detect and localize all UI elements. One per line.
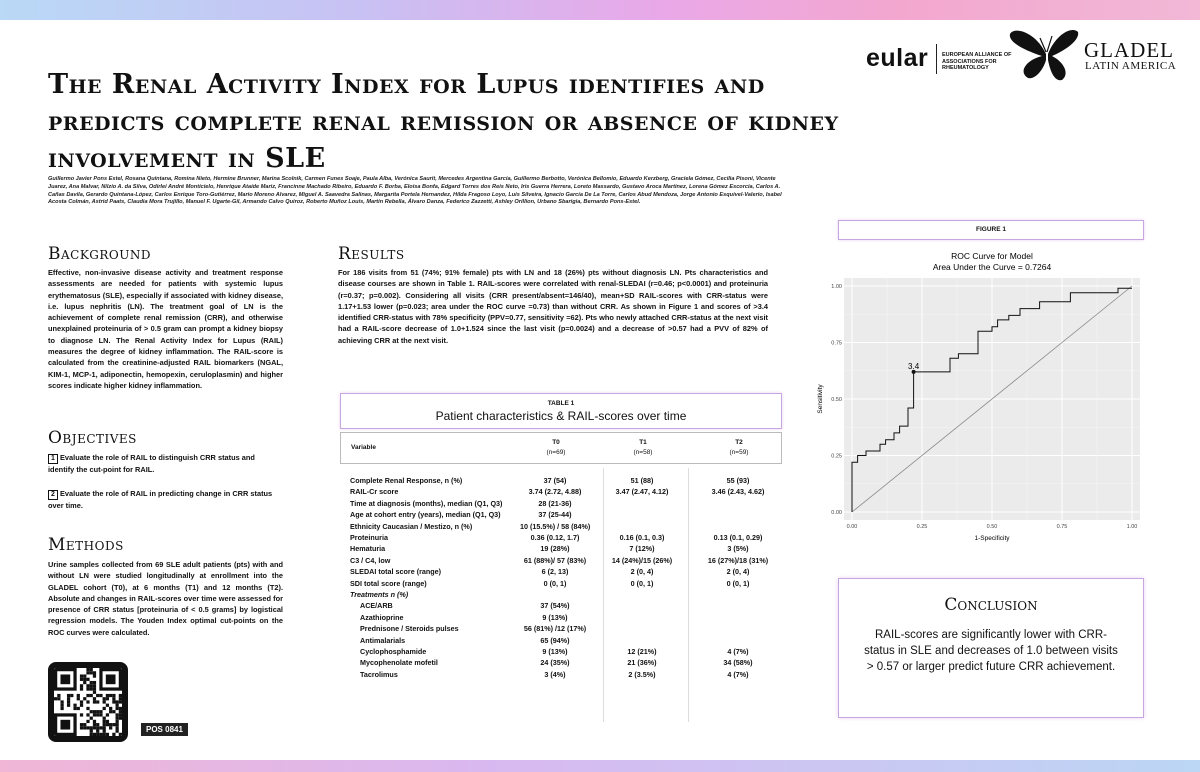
poster-title: The Renal Activity Index for Lupus identifies and predicts complete renal remission or absence of kidney involvement in SLE [48, 69, 839, 174]
cell-t0: 37 (54) [543, 476, 567, 485]
cell-t0: 9 (13%) [542, 647, 568, 656]
table-row [340, 476, 780, 487]
table-row [340, 579, 780, 590]
table-title: Patient characteristics & RAIL-scores over time [435, 409, 687, 423]
objective-text: Evaluate the role of RAIL to distinguish CRR status and identify the cut-point for RAIL. [48, 453, 255, 474]
cell-t2: 3 (5%) [727, 544, 749, 554]
cut-point-label: 3.4 [908, 361, 920, 371]
table-row [340, 658, 780, 669]
objectives-heading: Objectives [48, 428, 137, 448]
x-tick-label: 0.75 [1056, 524, 1068, 530]
cell-t2: 4 (7%) [727, 669, 749, 679]
butterfly-icon [1006, 24, 1086, 86]
row-label: SLEDAI total score (range) [350, 567, 442, 577]
row-label: Treatments n (%) [350, 590, 409, 599]
y-tick-label: 0.00 [831, 510, 842, 516]
cell-t2: 4 (7%) [727, 647, 749, 656]
x-tick-label: 0.50 [986, 524, 998, 530]
cell-t0: 0 (0, 1) [543, 578, 567, 588]
row-label: ACE/ARB [360, 601, 393, 611]
cell-t1: 3.47 (2.47, 4.12) [615, 487, 669, 497]
cell-t1: 12 (21%) [627, 647, 657, 656]
eular-subtitle: EUROPEAN ALLIANCE OF ASSOCIATIONS FOR RHEUMATOLOGY [942, 52, 1012, 71]
cell-t0: 0.36 (0.12, 1.7) [530, 533, 580, 542]
table-row [340, 636, 780, 647]
x-tick-label: 0.00 [846, 524, 858, 530]
cell-t0: 28 (21-36) [538, 498, 572, 508]
column-header-variable: Variable [351, 444, 376, 451]
column-header-t0: T0 [552, 439, 560, 446]
table-row [340, 647, 780, 658]
row-label: Antimalarials [360, 635, 406, 645]
eular-logo: eular [866, 44, 929, 72]
top-gradient-bar [0, 0, 1200, 20]
row-label: Mycophenolate mofetil [360, 658, 438, 668]
row-label: RAIL-Cr score [350, 487, 399, 497]
table-row [340, 544, 780, 555]
row-label: Complete Renal Response, n (%) [350, 476, 463, 485]
cell-t0: 9 (13%) [542, 612, 568, 622]
cell-t1: 51 (88) [630, 476, 654, 485]
cell-t2: 3.46 (2.43, 4.62) [711, 487, 765, 497]
conclusion-text: RAIL-scores are significantly lower with CRR-status in SLE and decreases of 1.0 between visits > 0.57 or larger predict future CRR achievement. [864, 629, 1118, 673]
cell-t0: 61 (88%)/ 57 (83%) [523, 555, 587, 565]
figure-label: FIGURE 1 [838, 220, 1144, 240]
cell-t0: 3.74 (2.72, 4.88) [528, 487, 582, 497]
table-column-headers [340, 432, 782, 464]
objective-item [48, 488, 283, 512]
cell-t1: 14 (24%)/15 (26%) [611, 555, 673, 565]
objective-text: Evaluate the role of RAIL in predicting change in CRR status over time. [48, 489, 273, 510]
table-row [340, 601, 780, 612]
cell-t1: 0 (0, 1) [630, 578, 654, 588]
x-tick-label: 0.25 [916, 524, 928, 530]
y-axis-label: Sensitivity [817, 384, 824, 414]
cell-t2: 0.13 (0.1, 0.29) [713, 533, 763, 542]
objective-item [48, 452, 283, 476]
cell-t0: 3 (4%) [544, 669, 566, 679]
methods-heading: Methods [48, 535, 124, 555]
table-row [340, 522, 780, 533]
cell-t1: 2 (0, 4) [630, 567, 654, 577]
cell-t2: 2 (0, 4) [726, 567, 750, 577]
cell-t2: 0 (0, 1) [726, 578, 750, 588]
table-header-box [340, 393, 782, 429]
table-row [340, 567, 780, 578]
cell-t1: 0.16 (0.1, 0.3) [619, 533, 665, 542]
gladel-logo-text: GLADEL [1084, 38, 1174, 62]
row-label: Proteinuria [350, 533, 388, 542]
chart-subtitle: Area Under the Curve = 0.7264 [932, 262, 1052, 272]
conclusion-heading: Conclusion [944, 595, 1038, 615]
row-label: Azathioprine [360, 612, 404, 622]
cell-t0: 37 (54%) [540, 601, 570, 611]
chart-title: ROC Curve for Model [951, 251, 1033, 261]
table-row [340, 533, 780, 544]
table-body [340, 468, 780, 722]
cell-t0: 19 (28%) [540, 544, 570, 554]
methods-text: Urine samples collected from 69 SLE adult patients (pts) with and without LN were studied longitudinally at enrollment into the GLADEL cohort (T0), at 6 months (T1) and 12 months (T2). Absolute and changes in RAIL-scores over time were assessed for presence of CRR status [proteinuria of < 0.5 grams] by logistical regression models. The Youden Index optimal cut-points on the ROC curves were calculated. [48, 560, 283, 637]
row-label: Prednisone / Steroids pulses [360, 624, 459, 634]
column-header-t2-n: (n=59) [729, 449, 749, 456]
cell-t0: 56 (81%) /12 (17%) [523, 624, 587, 634]
cell-t1: 2 (3.5%) [628, 669, 656, 679]
logo-divider [936, 44, 937, 74]
cell-t2: 55 (93) [726, 476, 750, 485]
cell-t2: 16 (27%)/18 (31%) [707, 555, 769, 565]
author-list: Guillermo Javier Pons Estel, Rosana Quintana, Romina Nieto, Hermine Brunner, Marina Scolnik, Carmen Funes Soaje, Paula Alba, Verónica Saurit, Mercedes Argentina García, Guillermo Berbotto, Verónica Bellomio, Eduardo Kerzberg, Graciela Gómez, Cecilia Pisoni, Vicente Juarez, Ana Malvar, Nilzio A. da Silva, Odirlei André Monticielo, Henrique Ataíde Mariz, Francinne Machado Ribeiro, Eduardo F. Borba, Eloisa Bonfa, Edgard Torres dos Reis Neto, Iris Guerra Herrera, Loreto Massardo, Gustavo Aroca Martinez, Lorena Gómez Escorcia, Carlos A. Cañas Davila, Gerardo Quintana-López, Carlos Enrique Toro-Gutiérrez, Mario Moreno Alvarez, Miguel A. Saavedra Salinas, Margarita Portela Hernandez, Hilda Fragoso Loyo, Luis Silveira, Ignacio García De La Torre, Carlos Abud Mendoza, Jorge Antonio Esquivel-Valerio, Isabel Acosta Colmán, Astrid Paats, Claudia Mora Trujillo, Manuel F. Ugarte-Gil, Armando Calvo Quiroz, Roberto Muñoz Louis, Martin Rebella, Álvaro Danza, Federico Zazzetti, Ashley Orillion, Urbano Sbarigia, Bernardo Pons-Estel. [48, 176, 782, 206]
cell-t1: 21 (36%) [627, 658, 657, 668]
cell-t0: 65 (94%) [540, 635, 570, 645]
row-label: Ethnicity Caucasian / Mestizo, n (%) [350, 521, 473, 531]
conclusion-box [838, 578, 1144, 718]
objective-number: 1 [48, 454, 58, 464]
x-axis-label: 1-Specificity [974, 535, 1010, 542]
bottom-gradient-bar [0, 760, 1200, 772]
x-tick-label: 1.00 [1126, 524, 1138, 530]
table-row [340, 487, 780, 498]
y-tick-label: 0.25 [831, 453, 842, 460]
table-row [340, 510, 780, 521]
table-row [340, 556, 780, 567]
cell-t0: 10 (15.5%) / 58 (84%) [520, 521, 591, 531]
cell-t0: 24 (35%) [540, 658, 570, 668]
y-tick-label: 1.00 [831, 284, 842, 290]
row-label: C3 / C4, low [350, 555, 391, 565]
background-text: Effective, non-invasive disease activity and treatment response assessments are needed for patients with systemic lupus erythematosus (SLE), especially if associated with kidney disease, i.e. lupus nephritis (LN). The treatment goal of LN is the achievement of complete renal remission (CRR), and otherwise unexplained proteinuria of > 0.5 gram can prompt a kidney biopsy to diagnose LN. The Renal Activity Index for Lupus (RAIL) measures the degree of kidney inflammation. The RAIL-score is calculated from the creatinine-adjusted RAIL biomarkers (NGAL, KIM-1, MCP-1, adiponectin, hemopexin, ceruloplasmin) and higher scores indicate higher kidney inflammation. [48, 268, 283, 390]
cell-t0: 6 (2, 13) [541, 567, 569, 577]
table-label: TABLE 1 [547, 400, 575, 407]
table-row [340, 670, 780, 681]
table-row [340, 613, 780, 624]
row-label: Age at cohort entry (years), median (Q1, Q3) [350, 510, 501, 520]
background-heading: Background [48, 244, 151, 264]
column-header-t1: T1 [639, 439, 647, 446]
table-row [340, 590, 780, 601]
gladel-logo-subtitle: LATIN AMERICA [1085, 60, 1177, 72]
table-row [340, 499, 780, 510]
roc-chart [812, 246, 1152, 546]
column-header-t2: T2 [735, 439, 743, 446]
qr-code[interactable] [48, 662, 128, 742]
cell-t1: 7 (12%) [629, 544, 655, 554]
poster-id: POS 0841 [141, 723, 188, 736]
results-text: For 186 visits from 51 (74%; 91% female) pts with LN and 18 (26%) pts without diagnosis LN. Pts characteristics and disease courses are shown in Table 1. RAIL-scores were correlated with renal-SLEDAI (r=0.46; p<0.0001) and proteinuria (r=0.37; p=0.002). Considering all visits (CRR present/absent=146/40), mean+SD RAIL-scores with CRR-status were 1.17+1.53 lower (p=0.023; area under the ROC curve =0.73) than without CRR. As shown in Figure 1 and scores of >3.4 identified CRR-status with 78% specificity (PPV=0.77, sensitivity =62). Pts who newly attached CRR-status at the next visit had a RAIL-score decrease of 1.0+1.524 since the last visit (p=0.0024) and a decrease of >0.57 had a PVV of 82% of achieving CRR at the next visit. [338, 268, 768, 345]
row-label: Time at diagnosis (months), median (Q1, Q3) [350, 498, 503, 508]
results-heading: Results [338, 244, 405, 264]
column-header-t0-n: (n=69) [546, 449, 566, 456]
cell-t0: 37 (25-44) [538, 510, 572, 520]
row-label: SDI total score (range) [350, 578, 427, 588]
y-tick-label: 0.75 [831, 340, 842, 347]
row-label: Cyclophosphamide [360, 647, 427, 656]
column-header-t1-n: (n=58) [633, 449, 653, 456]
cell-t2: 34 (58%) [723, 658, 753, 668]
row-label: Tacrolimus [360, 669, 398, 679]
objective-number: 2 [48, 490, 58, 500]
table-row [340, 624, 780, 635]
row-label: Hematuria [350, 544, 386, 554]
y-tick-label: 0.50 [831, 397, 842, 403]
